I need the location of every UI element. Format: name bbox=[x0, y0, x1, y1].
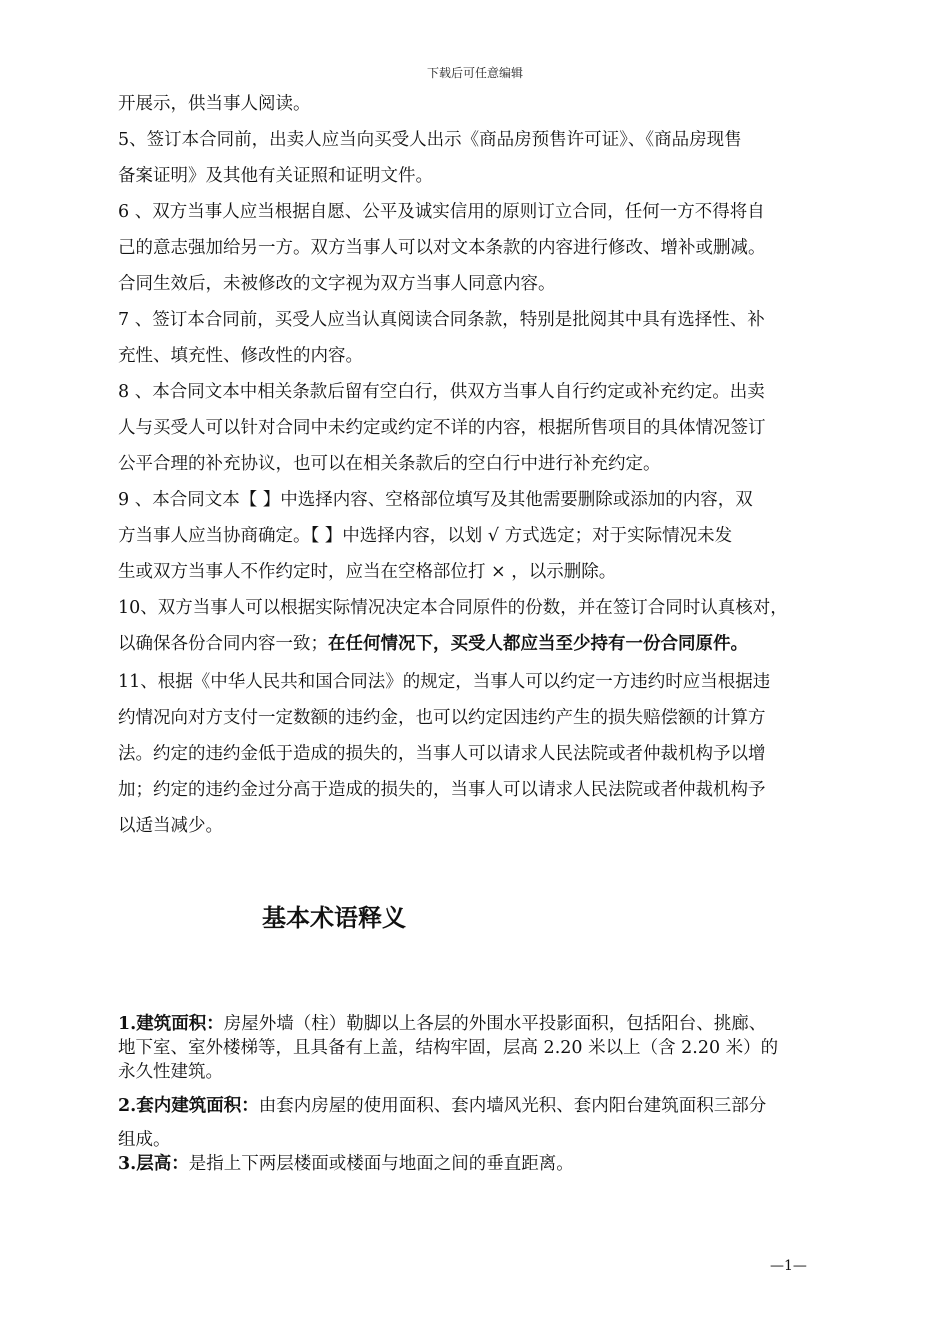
text-line: 7 、签订本合同前，买受人应当认真阅读合同条款，特别是批阅其中具有选择性、补 bbox=[118, 310, 765, 330]
text-line: 合同生效后，未被修改的文字视为双方当事人同意内容。 bbox=[118, 274, 556, 294]
text-line: 开展示，供当事人阅读。 bbox=[118, 94, 311, 114]
text-line: 6 、双方当事人应当根据自愿、公平及诚实信用的原则订立合同，任何一方不得将自 bbox=[118, 202, 765, 222]
text-line: 公平合理的补充协议，也可以在相关条款后的空白行中进行补充约定。 bbox=[118, 454, 661, 474]
text-line: 11、根据《中华人民共和国合同法》的规定，当事人可以约定一方违约时应当根据违 bbox=[118, 672, 771, 692]
text-line: 9 、本合同文本【 】中选择内容、空格部位填写及其他需要删除或添加的内容，双 bbox=[118, 490, 753, 510]
term-text: 房屋外墙（柱）勒脚以上各层的外围水平投影面积，包括阳台、挑廊、 bbox=[223, 1014, 767, 1034]
term-line: 组成。 bbox=[118, 1130, 171, 1150]
term-line: 永久性建筑。 bbox=[118, 1062, 223, 1082]
text-line: 人与买受人可以针对合同中未约定或约定不详的内容，根据所售项目的具体情况签订 bbox=[118, 418, 766, 438]
text-line: 充性、填充性、修改性的内容。 bbox=[118, 346, 363, 366]
term-label: 1.建筑面积： bbox=[118, 1014, 224, 1034]
term-text: 由套内房屋的使用面积、套内墙风光积、套内阳台建筑面积三部分 bbox=[258, 1096, 767, 1116]
section-title: 基本术语释义 bbox=[262, 903, 406, 932]
text-line: 加；约定的违约金过分高于造成的损失的，当事人可以请求人民法院或者仲裁机构予 bbox=[118, 780, 766, 800]
term-line bbox=[118, 1094, 766, 1118]
text-line: 生或双方当事人不作约定时，应当在空格部位打 × ，以示删除。 bbox=[118, 562, 617, 582]
term-line: 地下室、室外楼梯等，且具备有上盖，结构牢固，层高 2.20 米以上（含 2.20 米）的 bbox=[118, 1038, 779, 1058]
text-line: 8 、本合同文本中相关条款后留有空白行，供双方当事人自行约定或补充约定。出卖 bbox=[118, 382, 765, 402]
term-text: 是指上下两层楼面或楼面与地面之间的垂直距离。 bbox=[188, 1154, 574, 1174]
term-label: 2.套内建筑面积： bbox=[118, 1096, 259, 1116]
text-line: 5、签订本合同前，出卖人应当向买受人出示《商品房预售许可证》、《商品房现售 bbox=[118, 130, 742, 150]
text-line: 法。约定的违约金低于造成的损失的，当事人可以请求人民法院或者仲裁机构予以增 bbox=[118, 744, 766, 764]
term-line bbox=[118, 1152, 574, 1176]
page-number: —1— bbox=[770, 1258, 807, 1274]
text-line bbox=[118, 632, 748, 656]
text-normal: 以确保各份合同内容一致； bbox=[118, 634, 328, 654]
emphasis-text: 在任何情况下，买受人都应当至少持有一份合同原件。 bbox=[328, 634, 748, 654]
text-line: 方当事人应当协商确定。【 】中选择内容，以划 √ 方式选定；对于实际情况未发 bbox=[118, 526, 733, 546]
text-line: 10、双方当事人可以根据实际情况决定本合同原件的份数，并在签订合同时认真核对， bbox=[118, 598, 788, 618]
text-line: 备案证明》及其他有关证照和证明文件。 bbox=[118, 166, 433, 186]
text-line: 约情况向对方支付一定数额的违约金，也可以约定因违约产生的损失赔偿额的计算方 bbox=[118, 708, 766, 728]
term-line bbox=[118, 1012, 766, 1036]
page-header: 下载后可任意编辑 bbox=[426, 66, 523, 80]
term-label: 3.层高： bbox=[118, 1154, 189, 1174]
text-line: 己的意志强加给另一方。双方当事人可以对文本条款的内容进行修改、增补或删减。 bbox=[118, 238, 766, 258]
text-line: 以适当减少。 bbox=[118, 816, 223, 836]
